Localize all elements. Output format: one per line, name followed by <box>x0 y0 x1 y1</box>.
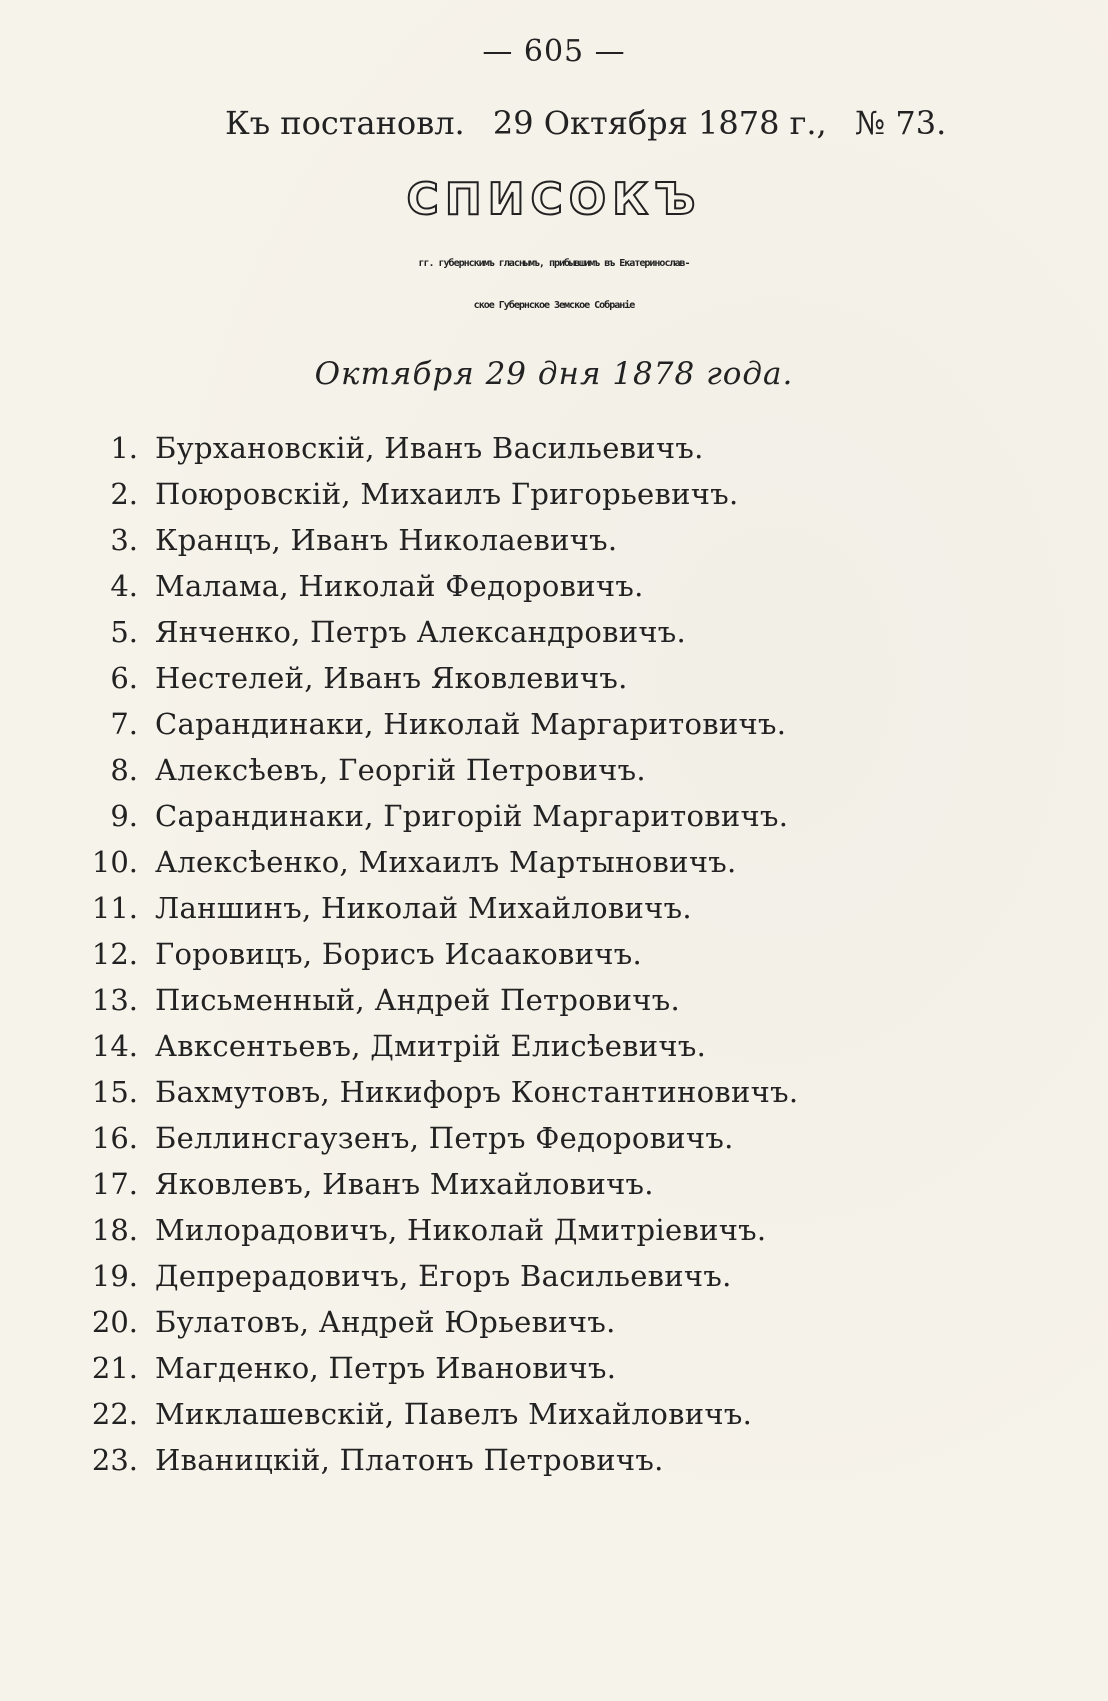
list-item <box>0 885 1108 931</box>
list-item-name: Нестелей, Иванъ Яковлевичъ. <box>155 661 628 695</box>
list-item-name: Письменный, Андрей Петровичъ. <box>155 983 681 1017</box>
list-item-number: 10. <box>91 845 138 879</box>
list-item <box>0 1207 1108 1253</box>
list-item <box>0 931 1108 977</box>
list-item-number: 12. <box>91 937 138 971</box>
list-item-number: 22. <box>91 1397 138 1431</box>
reference-date: 29 Октября 1878 г., <box>492 104 827 142</box>
session-date: Октября 29 дня 1878 года. <box>314 356 794 392</box>
list-item-number: 4. <box>110 569 138 603</box>
list-item <box>0 1299 1108 1345</box>
list-item-number: 9. <box>110 799 138 833</box>
list-item-number: 23. <box>91 1443 138 1477</box>
list-item-name: Иваницкій, Платонъ Петровичъ. <box>155 1443 664 1477</box>
list-item-name: Яковлевъ, Иванъ Михайловичъ. <box>155 1167 654 1201</box>
list-item-name: Булатовъ, Андрей Юрьевичъ. <box>155 1305 616 1339</box>
list-item-name: Магденко, Петръ Ивановичъ. <box>155 1351 617 1385</box>
list-item <box>0 977 1108 1023</box>
list-item-number: 11. <box>91 891 138 925</box>
list-item <box>0 1391 1108 1437</box>
list-item <box>0 425 1108 471</box>
list-item-name: Горовицъ, Борисъ Исааковичъ. <box>155 937 643 971</box>
document-title: СПИСОКЪ <box>406 174 702 225</box>
list-item-number: 17. <box>91 1167 138 1201</box>
list-item <box>0 1161 1108 1207</box>
list-item-name: Поюровскій, Михаилъ Григорьевичъ. <box>155 477 739 511</box>
list-item-name: Ланшинъ, Николай Михайловичъ. <box>155 891 692 925</box>
subtitle-line-1: гг. губернскимъ гласнымъ, прибывшимъ въ Екатеринослав- <box>418 258 690 269</box>
list-item-number: 19. <box>91 1259 138 1293</box>
list-item <box>0 609 1108 655</box>
list-item-name: Алексѣевъ, Георгій Петровичъ. <box>155 753 646 787</box>
list-item-name: Янченко, Петръ Александровичъ. <box>155 615 687 649</box>
resolution-reference <box>225 104 964 142</box>
list-item-number: 21. <box>91 1351 138 1385</box>
list-item-name: Беллинсгаузенъ, Петръ Федоровичъ. <box>155 1121 734 1155</box>
list-item-number: 7. <box>110 707 138 741</box>
list-item <box>0 1023 1108 1069</box>
reference-prefix: Къ постановл. <box>225 104 465 142</box>
list-item-number: 16. <box>91 1121 138 1155</box>
list-item <box>0 517 1108 563</box>
list-item-name: Бурхановскій, Иванъ Васильевичъ. <box>155 431 704 465</box>
list-item <box>0 563 1108 609</box>
list-item <box>0 1437 1108 1483</box>
list-item <box>0 655 1108 701</box>
list-item-name: Сарандинаки, Григорій Маргаритовичъ. <box>155 799 789 833</box>
page-number: — 605 — <box>482 34 626 69</box>
delegates-list <box>0 425 1108 1483</box>
list-item <box>0 1115 1108 1161</box>
list-item-name: Авксентьевъ, Дмитрій Елисѣевичъ. <box>155 1029 707 1063</box>
list-item-number: 15. <box>91 1075 138 1109</box>
subtitle-line-2: ское Губернское Земское Собраніе <box>473 300 635 311</box>
list-item-number: 13. <box>91 983 138 1017</box>
list-item-name: Сарандинаки, Николай Маргаритовичъ. <box>155 707 787 741</box>
list-item-name: Миклашевскій, Павелъ Михайловичъ. <box>155 1397 753 1431</box>
list-item <box>0 1253 1108 1299</box>
list-item-number: 2. <box>110 477 138 511</box>
list-item-number: 3. <box>110 523 138 557</box>
list-item-number: 14. <box>91 1029 138 1063</box>
list-item <box>0 1069 1108 1115</box>
list-item-number: 8. <box>110 753 138 787</box>
reference-number: № 73. <box>854 104 947 142</box>
list-item-name: Малама, Николай Федоровичъ. <box>155 569 644 603</box>
list-item-name: Кранцъ, Иванъ Николаевичъ. <box>155 523 618 557</box>
list-item-number: 6. <box>110 661 138 695</box>
list-item <box>0 747 1108 793</box>
list-item <box>0 839 1108 885</box>
list-item <box>0 1345 1108 1391</box>
list-item <box>0 471 1108 517</box>
list-item-number: 1. <box>110 431 138 465</box>
list-item-name: Депрерадовичъ, Егоръ Васильевичъ. <box>155 1259 732 1293</box>
list-item <box>0 793 1108 839</box>
list-item-name: Милорадовичъ, Николай Дмитріевичъ. <box>155 1213 767 1247</box>
list-item-number: 20. <box>91 1305 138 1339</box>
list-item <box>0 701 1108 747</box>
list-item-number: 5. <box>110 615 138 649</box>
list-item-number: 18. <box>91 1213 138 1247</box>
list-item-name: Бахмутовъ, Никифоръ Константиновичъ. <box>155 1075 799 1109</box>
list-item-name: Алексѣенко, Михаилъ Мартыновичъ. <box>155 845 737 879</box>
